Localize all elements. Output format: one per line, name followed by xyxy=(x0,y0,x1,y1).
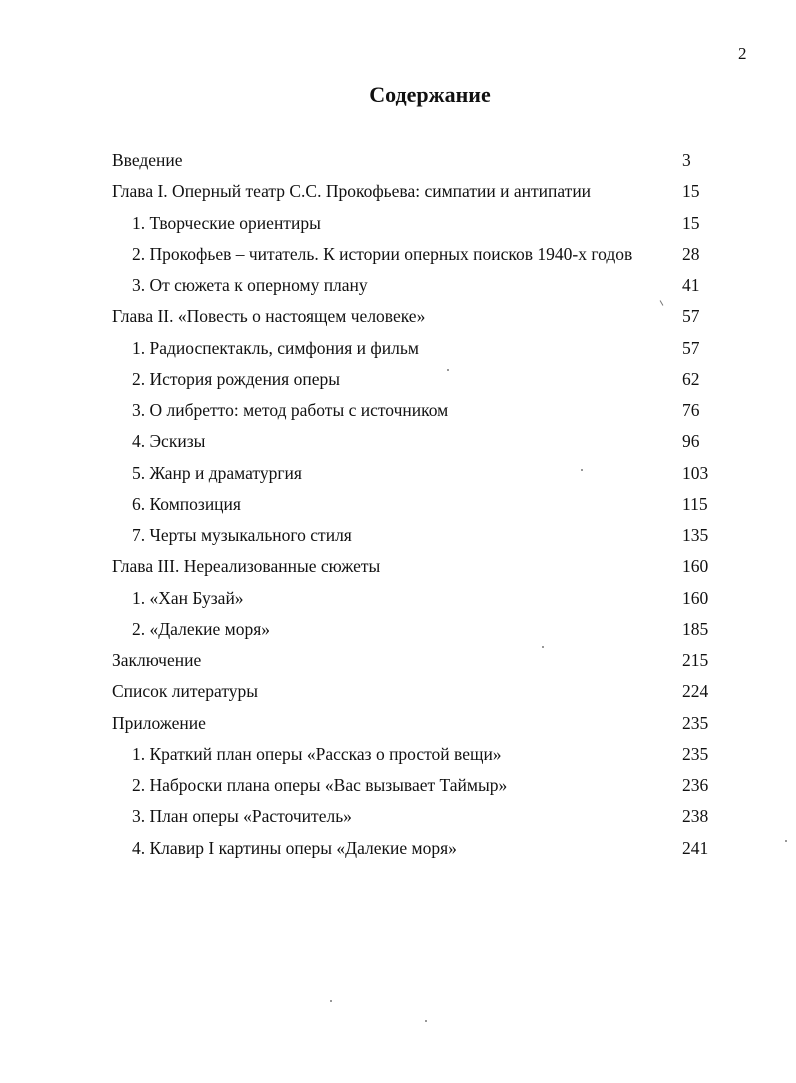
toc-entry xyxy=(112,833,712,864)
toc-entry xyxy=(112,301,712,332)
toc-entry-label: 3. От сюжета к оперному плану xyxy=(132,275,368,295)
toc-entry xyxy=(112,426,712,457)
toc-entry xyxy=(112,333,712,364)
scan-speck xyxy=(447,369,449,371)
toc-entry xyxy=(112,645,712,676)
toc-entry xyxy=(112,801,712,832)
toc-entry-page: 235 xyxy=(682,712,709,733)
toc-entry-label: Список литературы xyxy=(112,681,259,702)
toc-entry xyxy=(112,395,712,426)
toc-entry-page: 238 xyxy=(682,806,709,827)
page-title: Содержание xyxy=(369,82,491,107)
toc-entry-page: 235 xyxy=(682,743,709,764)
table-of-contents xyxy=(112,145,712,864)
toc-entry-page: 160 xyxy=(682,556,709,577)
toc-entry xyxy=(112,270,712,301)
toc-entry xyxy=(112,583,712,614)
toc-entry-page: 41 xyxy=(682,275,700,295)
toc-entry-label: 4. Клавир I картины оперы «Далекие моря» xyxy=(132,837,457,858)
toc-entry-page: 115 xyxy=(682,493,708,514)
toc-entry-page: 96 xyxy=(682,431,700,452)
toc-entry xyxy=(112,770,712,801)
toc-entry-label: 1. Краткий план оперы «Рассказ о простой вещи» xyxy=(132,743,502,764)
toc-entry-page: 57 xyxy=(682,337,700,358)
toc-entry-page: 185 xyxy=(682,618,709,639)
toc-entry-page: 62 xyxy=(682,368,700,389)
toc-entry-label: 5. Жанр и драматургия xyxy=(132,462,302,483)
scan-speck xyxy=(785,840,787,842)
toc-entry xyxy=(112,520,712,551)
toc-entry xyxy=(112,364,712,395)
toc-entry xyxy=(112,458,712,489)
toc-entry-label: Приложение xyxy=(112,712,206,733)
toc-entry xyxy=(112,676,712,707)
toc-entry-page: 28 xyxy=(682,243,700,264)
toc-entry-page: 236 xyxy=(682,775,709,795)
scan-speck xyxy=(330,1000,332,1002)
toc-entry-page: 215 xyxy=(682,650,709,670)
toc-entry-label: Глава III. Нереализованные сюжеты xyxy=(112,556,381,577)
toc-entry-label: 2. «Далекие моря» xyxy=(132,618,270,639)
toc-entry-page: 57 xyxy=(682,306,700,327)
toc-entry xyxy=(112,145,712,176)
toc-entry xyxy=(112,614,712,645)
scan-speck xyxy=(542,646,544,648)
toc-entry-label: 1. Радиоспектакль, симфония и фильм xyxy=(132,337,419,358)
toc-entry-label: Введение xyxy=(112,150,183,170)
scan-speck xyxy=(425,1020,427,1022)
toc-entry xyxy=(112,239,712,270)
toc-entry-page: 135 xyxy=(682,525,709,545)
toc-entry-label: 3. О либретто: метод работы с источником xyxy=(132,400,449,420)
toc-entry-label: Заключение xyxy=(112,650,202,670)
toc-entry xyxy=(112,208,712,239)
toc-entry xyxy=(112,551,712,582)
toc-entry-label: 2. История рождения оперы xyxy=(132,368,340,389)
toc-entry-page: 15 xyxy=(682,181,700,202)
toc-entry-page: 224 xyxy=(682,681,709,702)
toc-entry-page: 3 xyxy=(682,150,691,170)
toc-entry xyxy=(112,176,712,207)
toc-entry-label: 1. Творческие ориентиры xyxy=(132,212,321,233)
toc-entry-page: 103 xyxy=(682,462,709,483)
toc-entry xyxy=(112,708,712,739)
toc-entry-label: 4. Эскизы xyxy=(132,431,206,452)
toc-entry-page: 15 xyxy=(682,212,700,233)
page-number: 2 xyxy=(738,44,747,63)
toc-entry-page: 160 xyxy=(682,587,709,608)
toc-entry-label: 1. «Хан Бузай» xyxy=(132,587,244,608)
toc-entry-label: 2. Наброски плана оперы «Вас вызывает Таймыр» xyxy=(132,775,508,795)
scan-speck xyxy=(581,469,583,471)
toc-entry-label: 7. Черты музыкального стиля xyxy=(132,525,352,545)
toc-entry-label: Глава I. Оперный театр С.С. Прокофьева: симпатии и антипатии xyxy=(112,181,592,202)
toc-entry-label: Глава II. «Повесть о настоящем человеке» xyxy=(112,306,426,327)
toc-entry-label: 6. Композиция xyxy=(132,493,241,514)
toc-entry-label: 3. План оперы «Расточитель» xyxy=(132,806,352,827)
toc-entry-label: 2. Прокофьев – читатель. К истории оперных поисков 1940-х годов xyxy=(132,243,633,264)
toc-entry-page: 241 xyxy=(682,837,709,858)
toc-entry xyxy=(112,489,712,520)
toc-entry xyxy=(112,739,712,770)
toc-entry-page: 76 xyxy=(682,400,700,420)
